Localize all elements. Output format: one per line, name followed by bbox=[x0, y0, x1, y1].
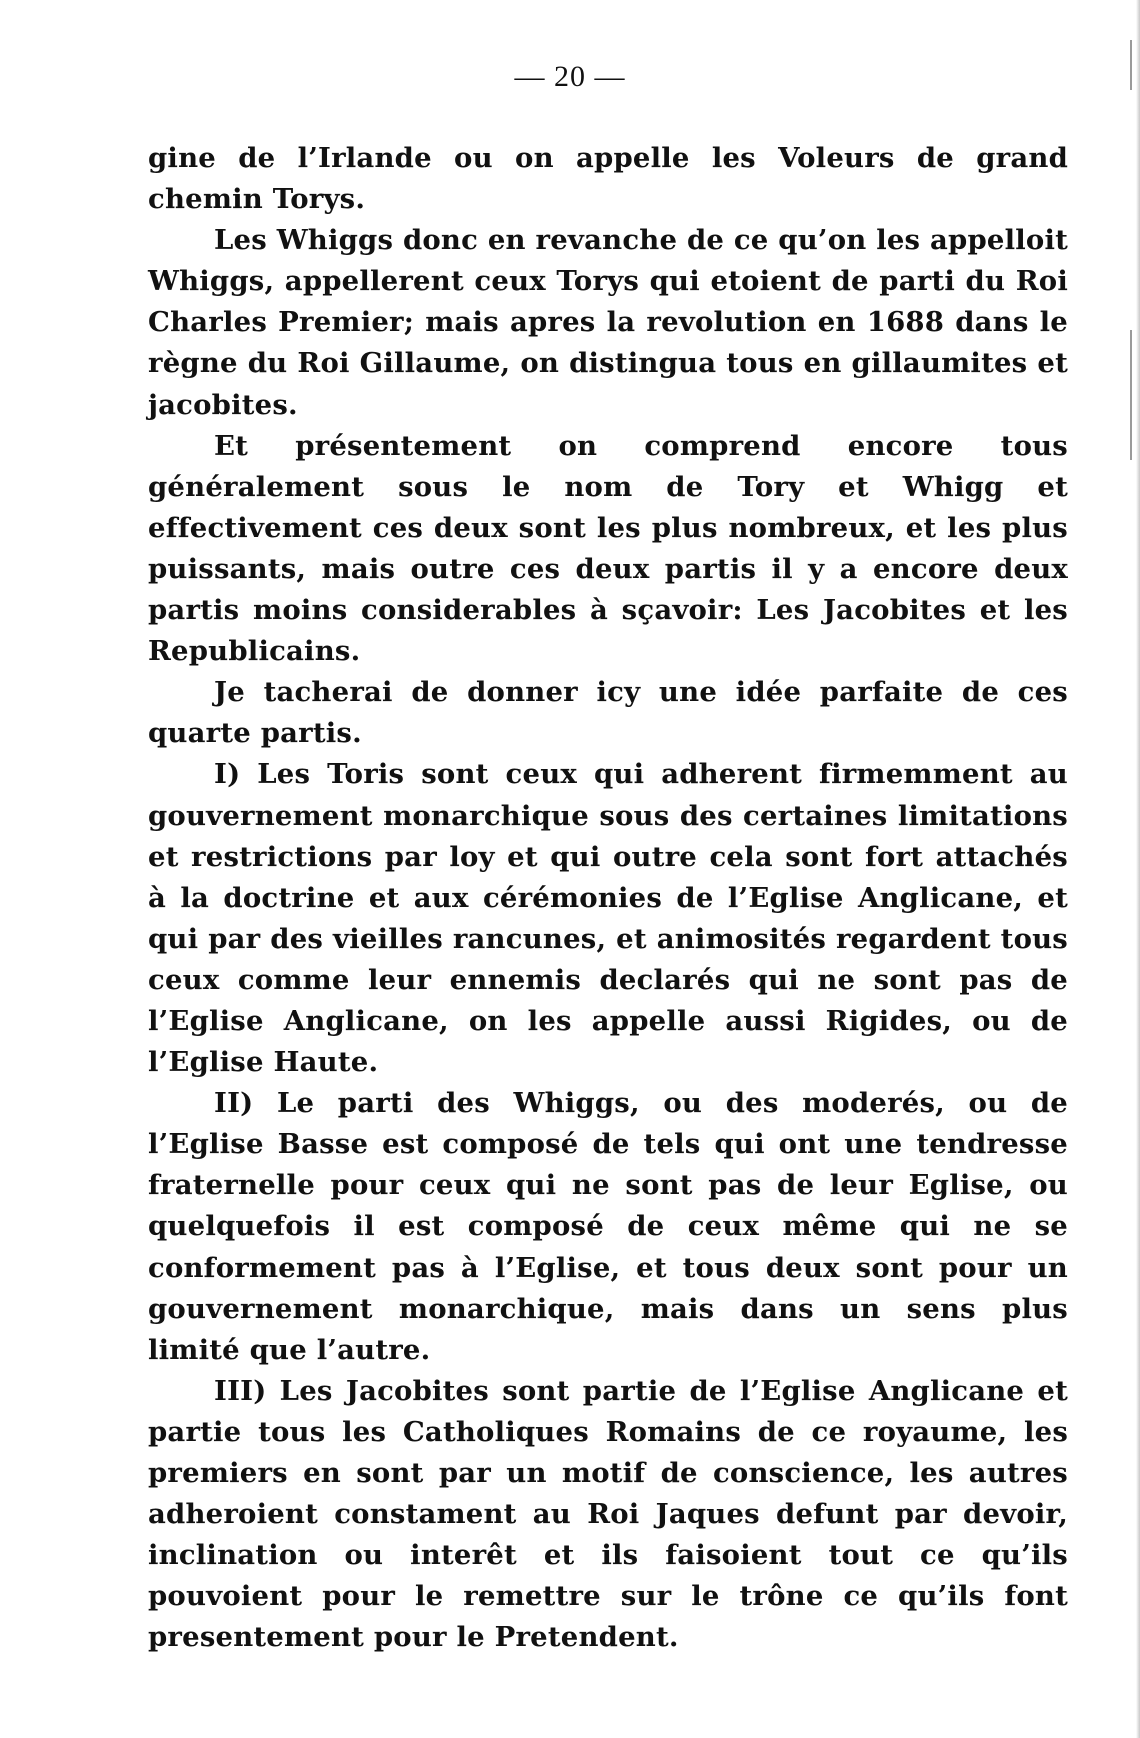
paragraph-jacobites: III) Les Jacobites sont partie de l’Eglise Anglicane et partie tous les Catholiques Romains de ce royaume, les premiers en sont par un motif de conscience, les autres adheroient constament au Roi Jaques defunt par devoir, inclination ou interêt et ils faisoient tout ce qu’ils pouvoient pour le remettre sur le trône ce qu’ils font presentement pour le Pretendent. bbox=[148, 1374, 1068, 1654]
paragraph-whiggs-torys: Les Whiggs donc en revanche de ce qu’on les appelloit Whiggs, appellerent ceux Torys qui etoient de parti du Roi Charles Premier; mais apres la revolution en 1688 dans le règne du Roi Gillaume, on distingua tous en gillaumites et jacobites. bbox=[148, 224, 1068, 421]
page-edge-shadow bbox=[1136, 0, 1140, 1738]
scan-edge-mark bbox=[1130, 330, 1132, 460]
paragraph-tory-whigg: Et présentement on comprend encore tous généralement sous le nom de Tory et Whigg et effectivement ces deux sont les plus nombreux, et les plus puissants, mais outre ces deux partis il y a encore deux partis moins considerables à sçavoir: Les Jacobites et les Republicains. bbox=[148, 429, 1068, 668]
paragraph-quarte-partis: Je tacherai de donner icy une idée parfaite de ces quarte partis. bbox=[148, 676, 1068, 750]
page-number: — 20 — bbox=[514, 60, 626, 93]
paragraph-continuation: gine de l’Irlande ou on appelle les Voleurs de grand chemin Torys. bbox=[148, 142, 1068, 216]
paragraph-toris: I) Les Toris sont ceux qui adherent firmemment au gouvernement monarchique sous des certaines limitations et restrictions par loy et qui outre cela sont fort attachés à la doctrine et aux cérémonies de l’Eglise Anglicane, et qui par des vieilles rancunes, et animosités regardent tous ceux comme leur ennemis declarés qui ne sont pas de l’Eglise Anglicane, on les appelle aussi Rigides, ou de l’Eglise Haute. bbox=[148, 758, 1068, 1079]
body-text bbox=[148, 138, 1068, 1658]
paragraph-whiggs: II) Le parti des Whiggs, ou des moderés, ou de l’Eglise Basse est composé de tels qui ont une tendresse fraternelle pour ceux qui ne sont pas de leur Eglise, ou quelquefois il est composé de ceux même qui ne se conformement pas à l’Eglise, et tous deux sont pour un gouvernement monarchique, mais dans un sens plus limité que l’autre. bbox=[148, 1087, 1068, 1366]
